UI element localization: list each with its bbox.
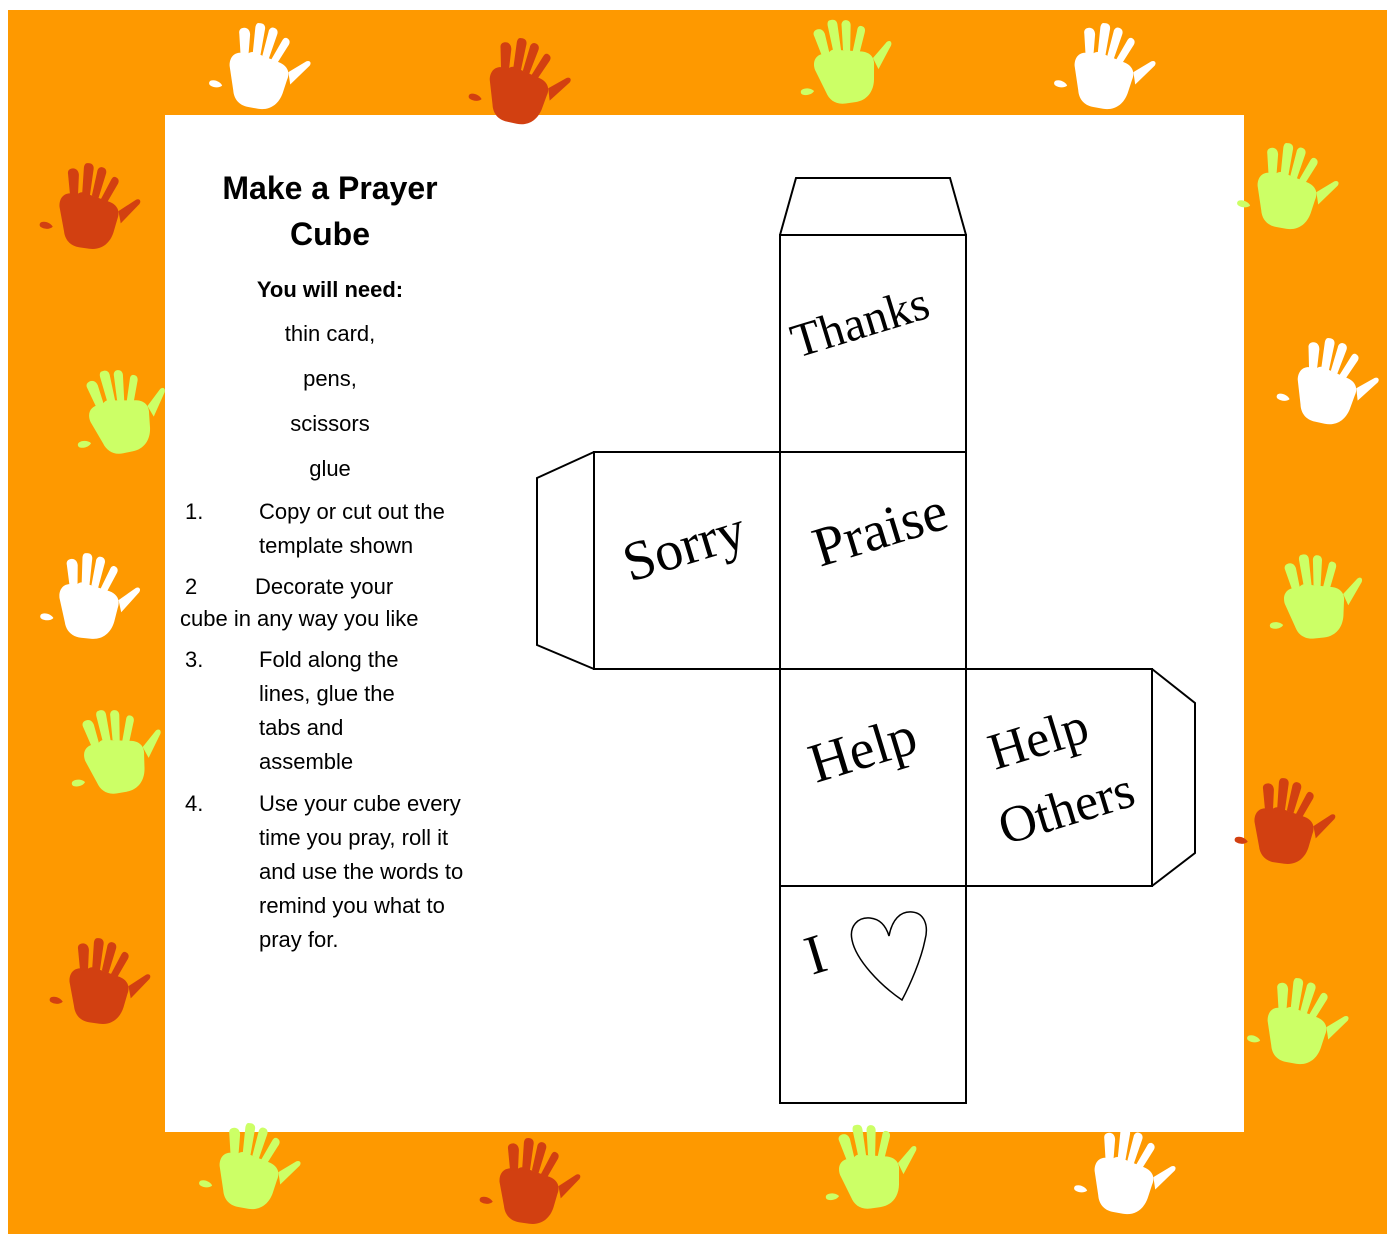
heart-icon [851, 912, 926, 1000]
face-label-help-others-2: Others [991, 761, 1142, 857]
page-title: Make a Prayer Cube [222, 170, 438, 252]
step-number: 4. [185, 791, 204, 816]
step-text: Fold along the lines, glue the tabs and assemble [259, 647, 399, 774]
material-item: scissors [290, 411, 370, 436]
material-item: glue [309, 456, 351, 481]
face-label-thanks: Thanks [784, 276, 936, 369]
step-text: Use your cube every time you pray, roll it and use the words to remind you what to pray for. [259, 791, 464, 952]
face-label-sorry: Sorry [615, 498, 753, 595]
step-text: Copy or cut out the template shown [259, 499, 445, 558]
material-item: pens, [303, 366, 357, 391]
step-number: 2 [185, 574, 198, 599]
step-text-continued: cube in any way you like [180, 606, 419, 631]
face-label-praise: Praise [805, 480, 955, 580]
step-text: Decorate your [255, 574, 394, 599]
materials-heading: You will need: [256, 277, 404, 302]
step-number: 1. [185, 499, 204, 524]
face-label-i: I [797, 922, 834, 988]
step-number: 3. [185, 647, 204, 672]
material-item: thin card, [284, 321, 376, 346]
face-label-help: Help [801, 704, 924, 796]
face-label-help-others: Help [981, 697, 1096, 782]
